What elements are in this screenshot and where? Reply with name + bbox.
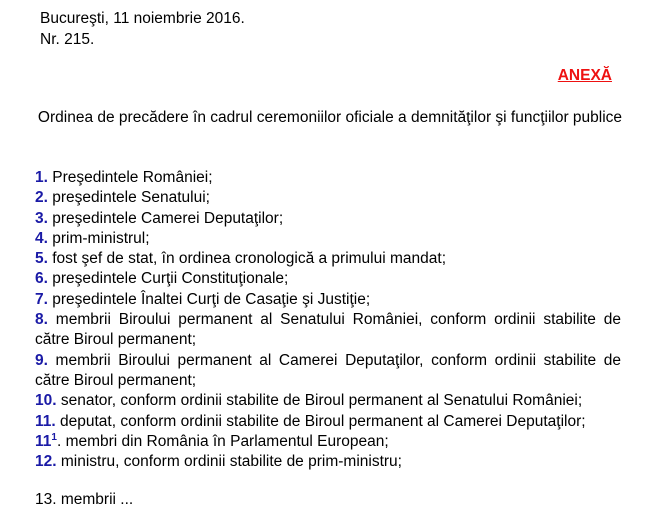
list-item xyxy=(35,269,621,289)
cut-off-line xyxy=(35,491,621,511)
item-number: 11. xyxy=(35,412,56,430)
item-number-superscript: 1 xyxy=(51,431,57,443)
item-text: . membri din România în Parlamentul European; xyxy=(56,432,389,450)
item-text: fost şef de stat, în ordinea cronologică a primului mandat; xyxy=(52,250,446,268)
item-number: 8. xyxy=(35,311,48,329)
item-text: preşedintele Senatului; xyxy=(52,189,210,207)
item-text: membrii Biroului permanent al Camerei Deputaţilor, conform ordinii stabilite de către Biroul permanent; xyxy=(35,351,621,389)
list-item xyxy=(35,452,621,472)
item-number: 2. xyxy=(35,189,48,207)
item-text: preşedintele Înaltei Curţi de Casaţie şi Justiţie; xyxy=(52,290,371,308)
item-number: 1. xyxy=(35,169,48,186)
document-number: Nr. 215. xyxy=(40,31,95,48)
item-number: 6. xyxy=(35,270,48,288)
annex-label: ANEXĂ xyxy=(557,67,612,84)
list-item xyxy=(35,391,621,411)
item-text: deputat, conform ordinii stabilite de Biroul permanent al Camerei Deputaţilor; xyxy=(60,412,586,430)
list-item xyxy=(35,290,621,310)
list-item xyxy=(35,188,621,208)
item-text: senator, conform ordinii stabilite de Biroul permanent al Senatului României; xyxy=(60,392,583,410)
list-item xyxy=(35,432,621,452)
item-number: 9. xyxy=(35,351,48,369)
item-text: preşedintele Camerei Deputaţilor; xyxy=(52,209,284,227)
list-item xyxy=(35,229,621,249)
item-text: Preşedintele României; xyxy=(52,169,213,186)
cut-off-line-text: 13. membrii ... xyxy=(35,491,134,508)
document-title: Ordinea de precădere în cadrul ceremoniilor oficiale a demnităţilor şi funcţiilor publice xyxy=(37,109,623,126)
list-item xyxy=(35,310,621,351)
place-date-line: Bucureşti, 11 noiembrie 2016. xyxy=(40,10,245,27)
item-text: preşedintele Curţii Constituţionale; xyxy=(52,270,289,288)
item-number: 4. xyxy=(35,229,48,247)
item-text: ministru, conform ordinii stabilite de prim-ministru; xyxy=(60,453,402,471)
item-number: 5. xyxy=(35,250,48,268)
item-number: 7. xyxy=(35,290,48,308)
list-item xyxy=(35,209,621,229)
list-item xyxy=(35,168,621,188)
list-item xyxy=(35,351,621,392)
item-number: 3. xyxy=(35,209,48,227)
precedence-list xyxy=(35,168,621,472)
item-number: 12. xyxy=(35,453,57,471)
item-number: 10. xyxy=(35,392,57,410)
item-text: prim-ministrul; xyxy=(52,229,150,247)
list-item xyxy=(35,249,621,269)
item-number: 11 xyxy=(35,432,52,450)
item-text: membrii Biroului permanent al Senatului României, conform ordinii stabilite de către Biroul permanent; xyxy=(35,311,621,349)
list-item xyxy=(35,412,621,432)
